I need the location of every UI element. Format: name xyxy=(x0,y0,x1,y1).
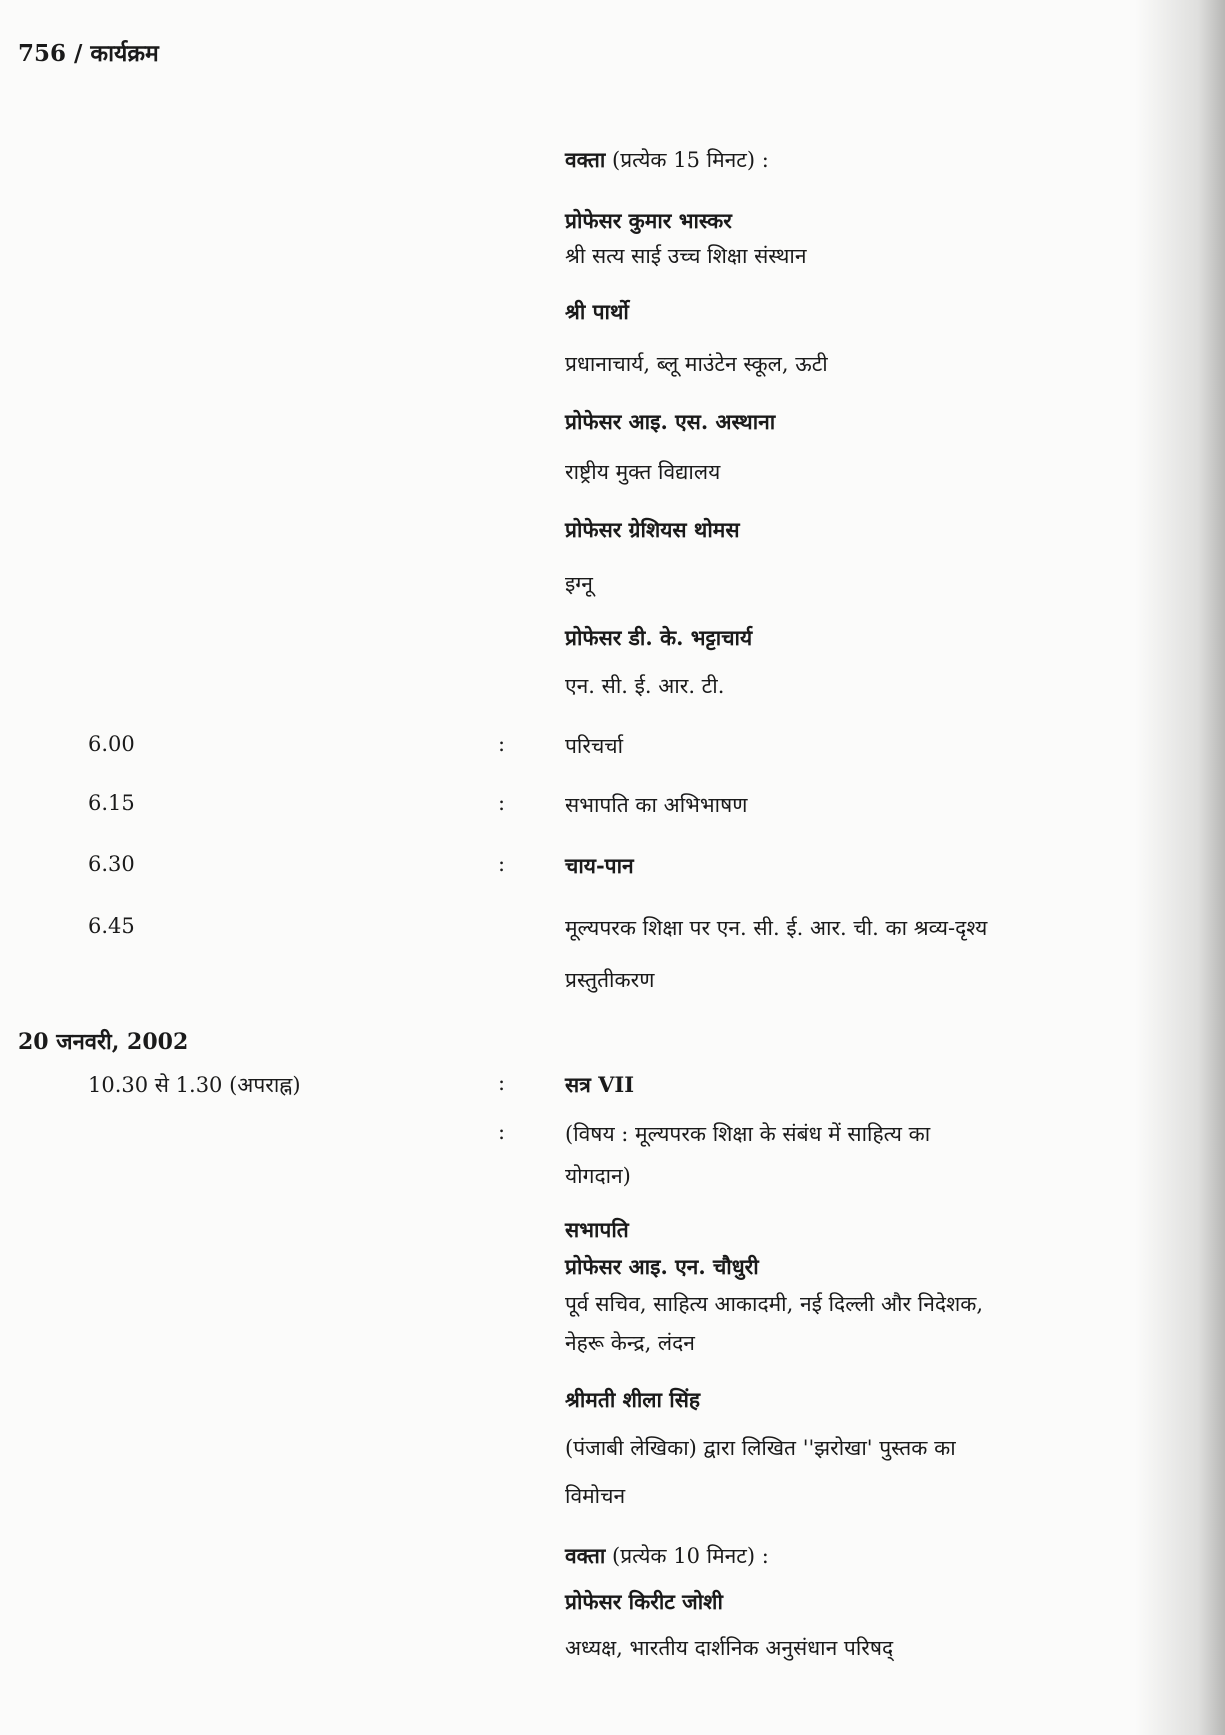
schedule-colon: : xyxy=(498,791,506,815)
speaker-affiliation: इग्नू xyxy=(565,572,593,596)
speakers-heading-day2 xyxy=(565,1542,769,1570)
page-binding-shadow xyxy=(1135,0,1225,1735)
schedule-item: मूल्यपरक शिक्षा पर एन. सी. ई. आर. ची. का श्रव्य-दृश्य xyxy=(565,916,988,940)
speakers-heading-day1 xyxy=(565,146,769,174)
speakers-detail: (प्रत्येक 15 मिनट) : xyxy=(605,148,769,172)
session-title: सत्र VII xyxy=(565,1072,635,1097)
schedule-item: सभापति का अभिभाषण xyxy=(565,793,748,817)
speaker-affiliation: राष्ट्रीय मुक्त विद्यालय xyxy=(565,460,721,484)
speaker-affiliation: प्रधानाचार्य, ब्लू माउंटेन स्कूल, ऊटी xyxy=(565,352,828,376)
session-topic-continued: योगदान) xyxy=(565,1164,631,1188)
day2-date: 20 जनवरी, 2002 xyxy=(18,1029,189,1055)
speaker-name: प्रोफेसर ग्रेशियस थोमस xyxy=(565,517,740,542)
guest-name: श्रीमती शीला सिंह xyxy=(565,1387,701,1412)
schedule-time: 6.30 xyxy=(88,852,135,876)
schedule-item: चाय-पान xyxy=(565,853,634,878)
schedule-time: 6.45 xyxy=(88,914,135,938)
session-time: 10.30 से 1.30 (अपराह्न) xyxy=(88,1073,301,1097)
schedule-colon: : xyxy=(498,852,506,876)
schedule-colon: : xyxy=(498,732,506,756)
session-colon: : xyxy=(498,1071,506,1095)
speakers-detail: (प्रत्येक 10 मिनट) : xyxy=(605,1544,769,1568)
speaker-name: श्री पार्थो xyxy=(565,299,629,324)
speakers-label: वक्ता xyxy=(565,147,606,172)
chair-name: प्रोफेसर आइ. एन. चौधुरी xyxy=(565,1254,759,1279)
chair-affiliation: पूर्व सचिव, साहित्य आकादमी, नई दिल्ली और निदेशक, xyxy=(565,1292,984,1316)
speaker-affiliation: एन. सी. ई. आर. टी. xyxy=(565,674,725,698)
chair-affiliation-continued: नेहरू केन्द्र, लंदन xyxy=(565,1331,695,1355)
speaker-name: प्रोफेसर किरीट जोशी xyxy=(565,1589,723,1614)
schedule-item-continued: प्रस्तुतीकरण xyxy=(565,968,655,992)
speaker-affiliation: श्री सत्य साई उच्च शिक्षा संस्थान xyxy=(565,244,807,268)
schedule-time: 6.00 xyxy=(88,732,135,756)
speaker-name: प्रोफेसर कुमार भास्कर xyxy=(565,208,732,233)
speaker-name: प्रोफेसर डी. के. भट्टाचार्य xyxy=(565,625,753,650)
schedule-item: परिचर्चा xyxy=(565,734,624,758)
speaker-name: प्रोफेसर आइ. एस. अस्थाना xyxy=(565,409,776,434)
schedule-time: 6.15 xyxy=(88,791,135,815)
topic-colon: : xyxy=(498,1120,506,1144)
chair-heading: सभापति xyxy=(565,1217,629,1242)
guest-description: (पंजाबी लेखिका) द्वारा लिखित ''झरोखा' पुस्तक का xyxy=(565,1436,956,1460)
speakers-label: वक्ता xyxy=(565,1543,606,1568)
guest-description-continued: विमोचन xyxy=(565,1484,626,1508)
page-header: 756 / कार्यक्रम xyxy=(18,40,159,67)
speaker-affiliation: अध्यक्ष, भारतीय दार्शनिक अनुसंधान परिषद् xyxy=(565,1636,894,1660)
session-topic: (विषय : मूल्यपरक शिक्षा के संबंध में साहित्य का xyxy=(565,1122,931,1146)
